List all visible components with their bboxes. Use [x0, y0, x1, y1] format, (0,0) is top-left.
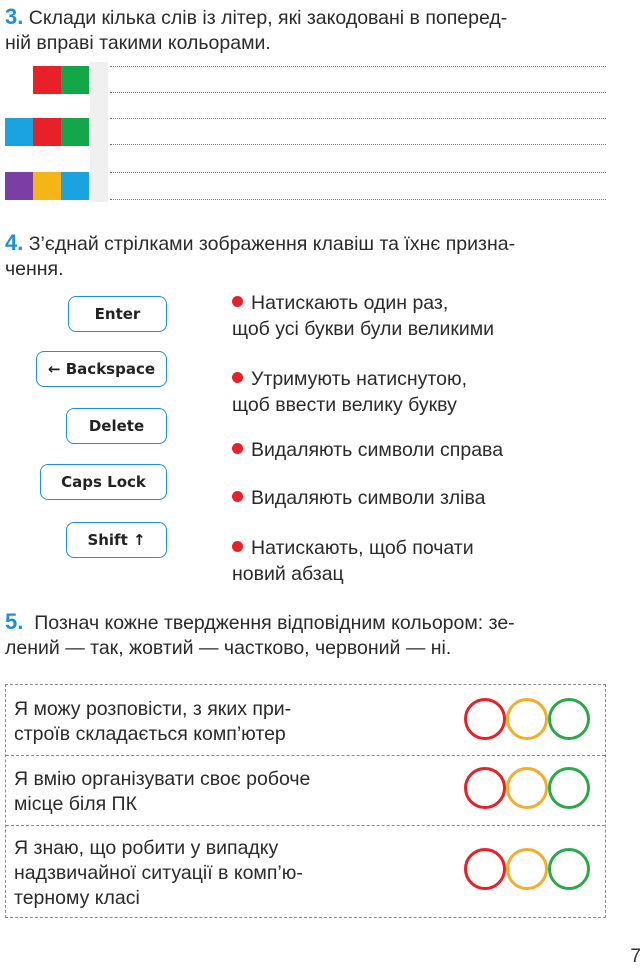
rating-yellow-circle[interactable]: [506, 848, 548, 890]
statement-text: строїв складається комп’ютер: [14, 723, 286, 745]
description-text: щоб усі букви були великими: [232, 318, 495, 340]
answer-line[interactable]: [110, 144, 606, 145]
swatch-blue: [5, 118, 33, 146]
key-delete[interactable]: Delete: [66, 408, 167, 444]
statement-text: Я знаю, що робити у випадку: [14, 837, 279, 859]
description-text: Натискають, щоб почати: [251, 537, 474, 559]
color-code-row-1: [5, 66, 89, 94]
rating-green-circle[interactable]: [548, 698, 590, 740]
description-text: Видаляють символи зліва: [251, 487, 486, 509]
rating-yellow-circle[interactable]: [506, 698, 548, 740]
statement-text: місце біля ПК: [14, 793, 137, 815]
bullet-dot: [232, 296, 243, 307]
description-3[interactable]: [232, 437, 503, 463]
rating-red-circle[interactable]: [464, 848, 506, 890]
rating-yellow-circle[interactable]: [506, 767, 548, 809]
task-5-text-line2: лений — так, жовтий — частково, червоний — ні.: [5, 637, 452, 659]
swatch-divider: [90, 62, 108, 202]
answer-line[interactable]: [110, 92, 606, 93]
answer-line[interactable]: [110, 118, 606, 119]
color-code-row-2: [5, 118, 89, 146]
answer-line[interactable]: [110, 172, 606, 173]
task-5-number: 5.: [5, 609, 24, 634]
statement-text: Я вмію організувати своє робоче: [14, 768, 311, 790]
statement-1: [14, 697, 291, 747]
description-2[interactable]: [232, 366, 467, 418]
statement-2: [14, 767, 310, 817]
color-code-row-3: [5, 172, 89, 200]
self-assessment-table: [5, 684, 606, 918]
swatch-red: [33, 118, 61, 146]
task-3-text-line2: ній вправі такими кольорами.: [5, 32, 271, 54]
rating-red-circle[interactable]: [464, 767, 506, 809]
swatch-red: [33, 66, 61, 94]
description-text: Утримують натиснутою,: [251, 368, 468, 390]
task-3-text-line1: Склади кілька слів із літер, які закодовані в поперед-: [28, 7, 508, 29]
key-caps-lock[interactable]: Caps Lock: [40, 464, 167, 500]
key-enter[interactable]: Enter: [68, 296, 167, 332]
swatch-white: [5, 66, 33, 94]
task-4-text-line2: чення.: [5, 258, 64, 280]
task-4-text-line1: З’єднай стрілками зображення клавіш та їхнє призна-: [28, 233, 516, 255]
task-4-heading: [5, 230, 515, 282]
description-text: новий абзац: [232, 563, 344, 585]
key-backspace[interactable]: ← Backspace: [36, 351, 167, 387]
description-text: Видаляють символи справа: [251, 439, 504, 461]
row-divider: [6, 825, 605, 826]
description-text: Натискають один раз,: [251, 292, 449, 314]
rating-red-circle[interactable]: [464, 698, 506, 740]
rating-green-circle[interactable]: [548, 848, 590, 890]
swatch-green: [61, 66, 89, 94]
rating-green-circle[interactable]: [548, 767, 590, 809]
description-4[interactable]: [232, 485, 485, 511]
swatch-green: [61, 118, 89, 146]
statement-text: надзвичайної ситуації в комп’ю-: [14, 862, 303, 884]
answer-line[interactable]: [110, 199, 606, 200]
task-5-heading: [5, 609, 515, 661]
row-divider: [6, 755, 605, 756]
task-4-number: 4.: [5, 230, 24, 255]
swatch-yellow: [33, 172, 61, 200]
statement-text: Я можу розповісти, з яких при-: [14, 698, 292, 720]
bullet-dot: [232, 443, 243, 454]
answer-line[interactable]: [110, 66, 606, 67]
task-5-text-line1: Познач кожне твердження відповідним кольором: зе-: [34, 612, 515, 634]
swatch-purple: [5, 172, 33, 200]
statement-3: [14, 836, 303, 911]
task-3-number: 3.: [5, 4, 24, 29]
task-3-heading: [5, 4, 507, 56]
statement-text: терному класі: [14, 887, 140, 909]
key-shift[interactable]: Shift ↑: [66, 522, 167, 558]
swatch-blue: [61, 172, 89, 200]
bullet-dot: [232, 372, 243, 383]
description-1[interactable]: [232, 290, 494, 342]
description-text: щоб ввести велику букву: [232, 394, 457, 416]
bullet-dot: [232, 491, 243, 502]
page-number: 7: [630, 946, 641, 967]
bullet-dot: [232, 541, 243, 552]
description-5[interactable]: [232, 535, 474, 587]
